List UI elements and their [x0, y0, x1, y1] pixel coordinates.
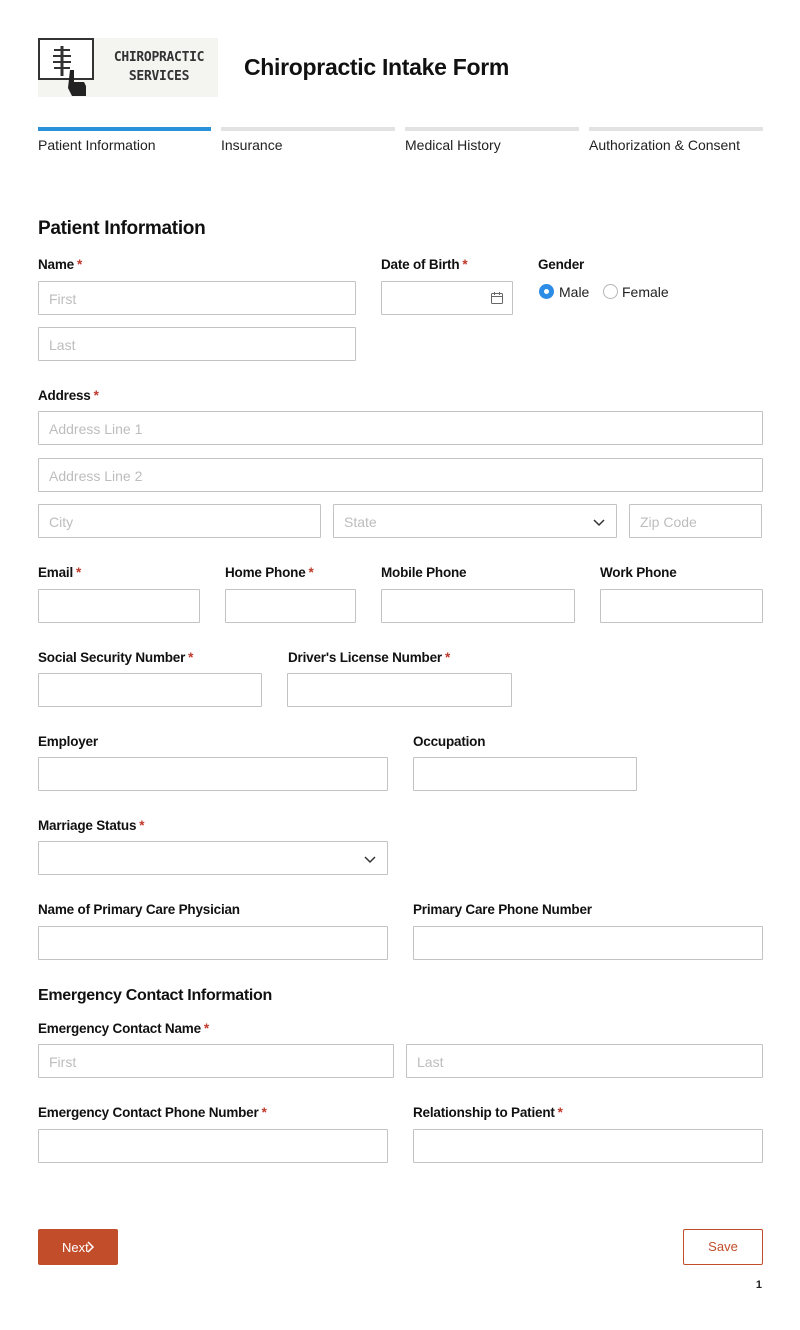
- mobile-phone-label: Mobile Phone: [381, 565, 467, 580]
- state-select[interactable]: State: [333, 504, 617, 538]
- gender-male-radio[interactable]: [539, 284, 554, 299]
- calendar-icon[interactable]: [490, 291, 504, 305]
- employer-input[interactable]: [38, 757, 388, 791]
- chevron-right-icon: [87, 1241, 95, 1253]
- chevron-down-icon: [363, 852, 377, 866]
- relationship-label: Relationship to Patient *: [413, 1105, 563, 1120]
- occupation-label: Occupation: [413, 734, 486, 749]
- hand-icon: [64, 68, 92, 98]
- page-number: 1: [755, 1279, 762, 1291]
- work-phone-input[interactable]: [600, 589, 763, 623]
- home-phone-input[interactable]: [225, 589, 356, 623]
- email-label: Email *: [38, 565, 82, 580]
- address-line2-input[interactable]: Address Line 2: [38, 458, 763, 492]
- ssn-input[interactable]: [38, 673, 262, 707]
- occupation-input[interactable]: [413, 757, 637, 791]
- next-button[interactable]: Next: [38, 1229, 118, 1265]
- mobile-phone-input[interactable]: [381, 589, 575, 623]
- gender-female-radio[interactable]: [603, 284, 618, 299]
- marriage-status-label: Marriage Status *: [38, 818, 145, 833]
- emergency-last-name-input[interactable]: Last: [406, 1044, 763, 1078]
- tab-progress-bar: [221, 127, 395, 131]
- tab-label: Authorization & Consent: [589, 137, 740, 153]
- tab-medical-history[interactable]: [405, 127, 579, 157]
- gender-label: Gender: [538, 257, 585, 272]
- tab-authorization-consent[interactable]: [589, 127, 763, 157]
- first-name-input[interactable]: First: [38, 281, 356, 315]
- email-input[interactable]: [38, 589, 200, 623]
- home-phone-label: Home Phone *: [225, 565, 314, 580]
- gender-male-label: Male: [559, 284, 590, 300]
- primary-phone-label: Primary Care Phone Number: [413, 902, 592, 917]
- primary-physician-input[interactable]: [38, 926, 388, 960]
- chevron-down-icon: [592, 515, 606, 529]
- tab-progress-bar: [38, 127, 211, 131]
- tab-progress-bar: [589, 127, 763, 131]
- tab-insurance[interactable]: [221, 127, 395, 157]
- primary-physician-label: Name of Primary Care Physician: [38, 902, 240, 917]
- last-name-input[interactable]: Last: [38, 327, 356, 361]
- address-line1-input[interactable]: Address Line 1: [38, 411, 763, 445]
- zip-code-input[interactable]: Zip Code: [629, 504, 762, 538]
- emergency-first-name-input[interactable]: First: [38, 1044, 394, 1078]
- dob-input[interactable]: [381, 281, 513, 315]
- drivers-license-input[interactable]: [287, 673, 512, 707]
- city-input[interactable]: City: [38, 504, 321, 538]
- section-title: Patient Information: [38, 218, 206, 239]
- emergency-name-label: Emergency Contact Name *: [38, 1021, 209, 1036]
- work-phone-label: Work Phone: [600, 565, 677, 580]
- tab-label: Insurance: [221, 137, 283, 153]
- dob-label: Date of Birth *: [381, 257, 468, 272]
- tab-progress-bar: [405, 127, 579, 131]
- tab-label: Medical History: [405, 137, 501, 153]
- gender-female-label: Female: [622, 284, 669, 300]
- address-label: Address *: [38, 388, 99, 403]
- emergency-phone-label: Emergency Contact Phone Number *: [38, 1105, 267, 1120]
- drivers-license-label: Driver's License Number *: [288, 650, 450, 665]
- save-button[interactable]: Save: [683, 1229, 763, 1265]
- emergency-phone-input[interactable]: [38, 1129, 388, 1163]
- ssn-label: Social Security Number *: [38, 650, 194, 665]
- emergency-section-title: Emergency Contact Information: [38, 987, 273, 1004]
- logo: [38, 38, 218, 97]
- form-title: Chiropractic Intake Form: [244, 54, 510, 80]
- relationship-input[interactable]: [413, 1129, 763, 1163]
- marriage-status-select[interactable]: [38, 841, 388, 875]
- employer-label: Employer: [38, 734, 98, 749]
- name-label: Name *: [38, 257, 83, 272]
- primary-phone-input[interactable]: [413, 926, 763, 960]
- tab-label: Patient Information: [38, 137, 156, 153]
- logo-text: CHIROPRACTIC SERVICES: [113, 50, 205, 84]
- tab-patient-information[interactable]: [38, 127, 211, 157]
